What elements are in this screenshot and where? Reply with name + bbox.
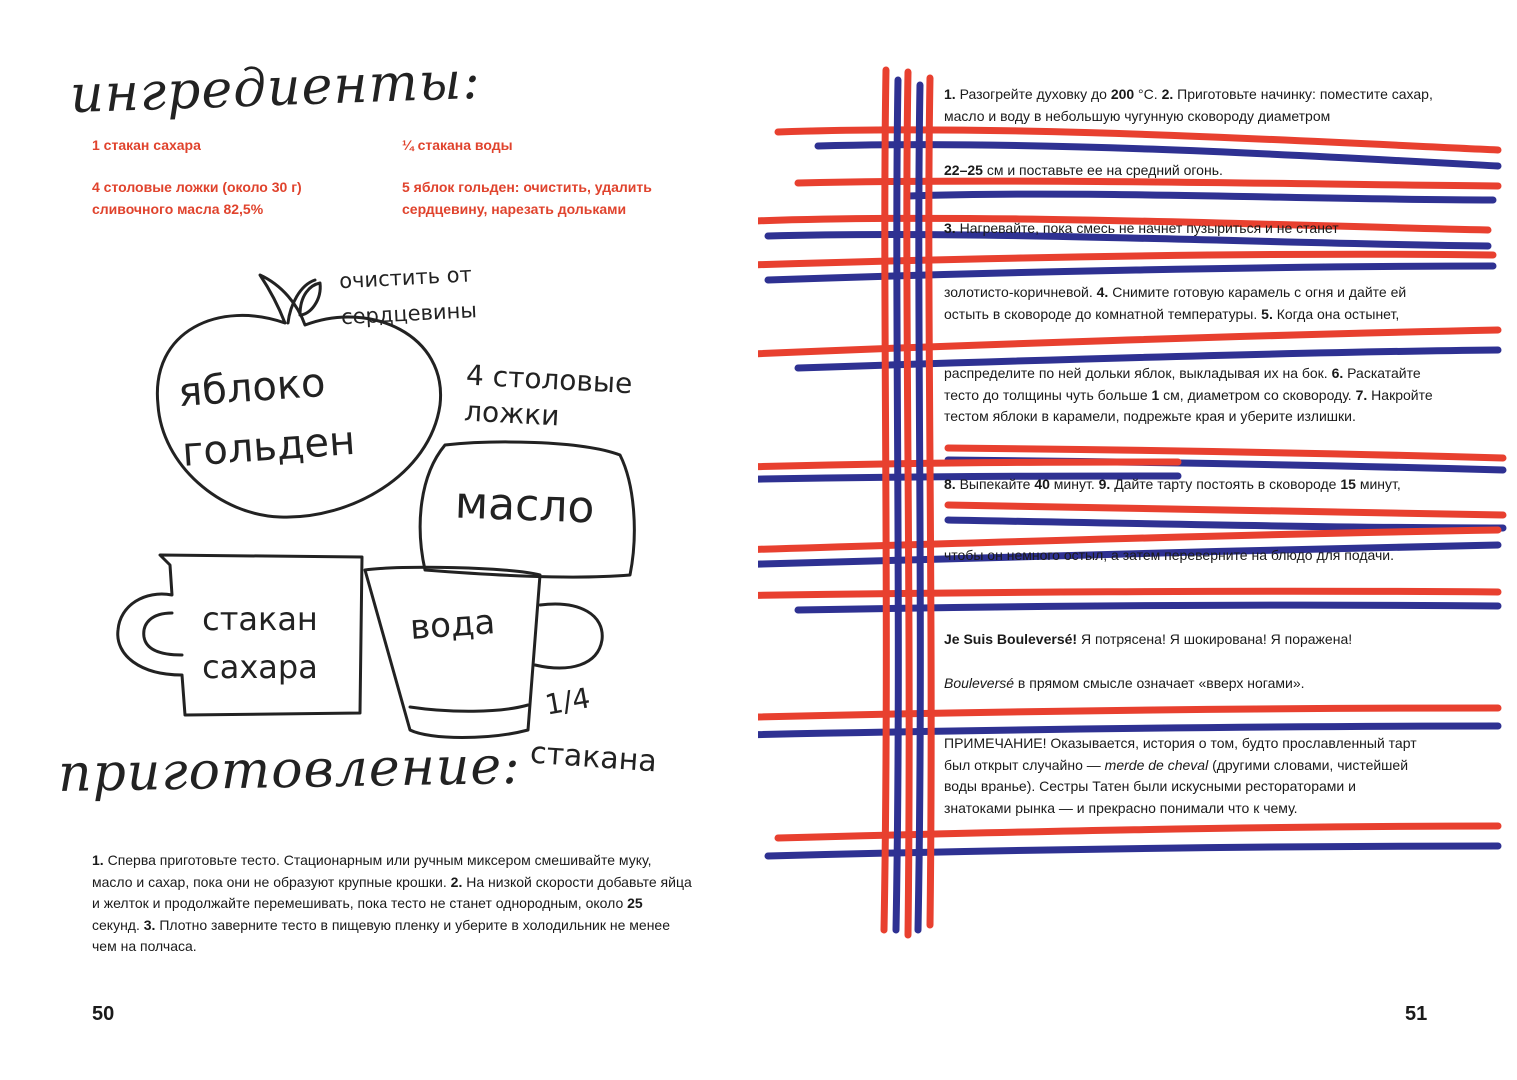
phrase-line — [944, 629, 1454, 651]
ingredient-sugar: 1 стакан сахара — [92, 137, 201, 153]
prep-step-3-number: 3. — [143, 916, 156, 933]
stripe-v-red — [929, 78, 931, 925]
note-text-1: ПРИМЕЧАНИЕ! Оказывается, история о том, будто прославленный тарт был открыт случайно — — [944, 735, 1417, 773]
prep-step-2-text: На низкой скорости добавьте яйца и желток и продолжайте перемешивать, пока тесто не станет однородным, около — [92, 873, 692, 911]
ingredient-apples: 5 яблок гольден: очистить, удалить сердцевину, нарезать дольками — [402, 179, 652, 217]
water-level — [410, 705, 528, 711]
stripe-v-red — [884, 70, 886, 930]
stripe-h-red — [758, 462, 1178, 468]
pan-text: см и поставьте ее на средний огонь. — [982, 162, 1223, 178]
stripe-v-blue — [918, 85, 920, 930]
prep-seconds-text: секунд. — [92, 916, 144, 933]
step-1-number: 1. — [944, 86, 956, 102]
step-5-number: 5. — [1261, 305, 1273, 322]
right-page — [758, 0, 1517, 1080]
stripe-v-blue — [896, 80, 898, 930]
page-number-left: 50 — [92, 1003, 115, 1025]
step-6-number: 6. — [1331, 365, 1344, 381]
rest-minutes: 15 — [1340, 476, 1356, 492]
bake-unit: минут. — [1049, 476, 1099, 492]
glass-label: стакана — [528, 735, 658, 780]
recipe-steps-1-2 — [944, 84, 1454, 127]
step-5-text: Когда она остынет, — [1272, 305, 1400, 322]
stripe-h-blue — [768, 846, 1498, 856]
step-6-end: см, диаметром со сковороду. — [1159, 386, 1356, 403]
step-5-end: распределите по ней дольки яблок, выкладывая их на бок. — [944, 365, 1332, 381]
preparation-text — [92, 850, 692, 958]
stripe-h-red — [948, 448, 1503, 458]
recipe-steps-6-7 — [944, 363, 1454, 428]
left-page — [0, 0, 758, 1080]
recipe-pan-size — [944, 160, 1454, 182]
dough-thickness: 1 — [1151, 386, 1160, 403]
core-note: очистить от сердцевины — [338, 262, 478, 330]
step-3-number: 3. — [944, 220, 956, 236]
butter-label: масло — [454, 477, 596, 534]
ingredients-heading: ингредиенты: — [69, 50, 482, 126]
page-number-right: 51 — [1405, 1003, 1428, 1025]
apple-label: яблоко гольден — [176, 359, 357, 476]
temperature-unit: °C. — [1134, 86, 1162, 102]
note-text-2: (другими словами, чистейшей воды вранье). Сестры Татен были искусными рестораторами и знатоками рынка — и прекрасно понимали что к чему. — [944, 756, 1409, 816]
stripe-h-red — [798, 181, 1498, 186]
recipe-step-3 — [944, 218, 1454, 240]
sugar-label: стакан сахара — [202, 600, 318, 686]
prep-step-1-number: 1. — [92, 852, 104, 868]
step-9-text: Дайте тарту постоять в сковороде — [1110, 476, 1341, 492]
step-9-number: 9. — [1098, 476, 1111, 492]
stripe-h-red — [758, 591, 1498, 596]
water-label: вода — [408, 602, 497, 648]
step-6-text: Раскатайте тесто до толщины чуть больше — [944, 365, 1421, 403]
step-8-text: Выпекайте — [955, 476, 1035, 492]
recipe-step-9-end: чтобы он немного остыл, а затем переверните на блюдо для подачи. — [944, 547, 1394, 563]
rest-unit: минут, — [1355, 476, 1401, 492]
spoons-label: 4 столовые ложки — [463, 358, 634, 433]
step-8-number: 8. — [944, 476, 956, 492]
stripe-h-red — [758, 708, 1498, 718]
note-block — [944, 733, 1424, 819]
step-2-text: Приготовьте начинку: поместите сахар, масло и воду в небольшую чугунную сковороду диаметром — [944, 86, 1433, 124]
french-word: Bouleversé — [944, 675, 1015, 691]
word-meaning: в прямом смысле означает «вверх ногами». — [1014, 675, 1305, 691]
stripe-h-red — [948, 505, 1503, 515]
prep-step-2-number: 2. — [450, 873, 463, 890]
prep-seconds-value: 25 — [627, 895, 643, 911]
prep-step-3-text: Плотно заверните тесто в пищевую пленку и уберите в холодильник не менее чем на полчаса. — [92, 916, 671, 954]
step-7-number: 7. — [1355, 386, 1368, 403]
step-3-text: Нагревайте, пока смесь не начнет пузыриться и не станет — [955, 220, 1339, 236]
oven-temperature: 200 — [1110, 86, 1135, 102]
pan-diameter: 22–25 — [944, 162, 983, 178]
stripe-h-blue — [768, 266, 1493, 280]
ingredient-water: ¼ стакана воды — [402, 137, 513, 153]
recipe-steps-8-9 — [944, 474, 1454, 496]
phrase-translation: Я потрясена! Я шокирована! Я поражена! — [1077, 631, 1353, 647]
meaning-line — [944, 673, 1454, 695]
recipe-steps-4-5 — [944, 282, 1454, 325]
step-7-text: Накройте тестом яблоки в карамели, подрежьте края и уберите излишки. — [944, 386, 1433, 424]
bake-minutes: 40 — [1034, 476, 1050, 492]
note-italic-phrase: merde de cheval — [1104, 756, 1209, 773]
stripe-h-blue — [948, 520, 1503, 528]
ingredient-butter: 4 столовые ложки (около 30 г) сливочного масла 82,5% — [92, 179, 302, 217]
fraction-label: 1/4 — [542, 681, 593, 722]
step-4-text: Снимите готовую карамель с огня и дайте ей остыть в сковороде до комнатной температуры. — [944, 284, 1407, 322]
step-3-end: золотисто-коричневой. — [944, 284, 1097, 300]
water-mug-handle — [535, 604, 602, 668]
step-1-text: Разогрейте духовку до — [955, 86, 1111, 102]
prep-step-1-text: Сперва приготовьте тесто. Стационарным или ручным миксером смешивайте муку, масло и сахар, пока они не образуют крупные крошки. — [92, 852, 652, 890]
step-4-number: 4. — [1096, 284, 1109, 300]
stripe-v-red — [907, 72, 909, 935]
step-2-number: 2. — [1161, 86, 1174, 102]
stripe-h-blue — [908, 194, 1493, 200]
preparation-heading: приготовление: — [57, 735, 522, 805]
stripe-h-blue — [798, 605, 1498, 610]
ingredients-sketch — [110, 245, 690, 785]
french-phrase: Je Suis Bouleversé! — [944, 631, 1078, 647]
